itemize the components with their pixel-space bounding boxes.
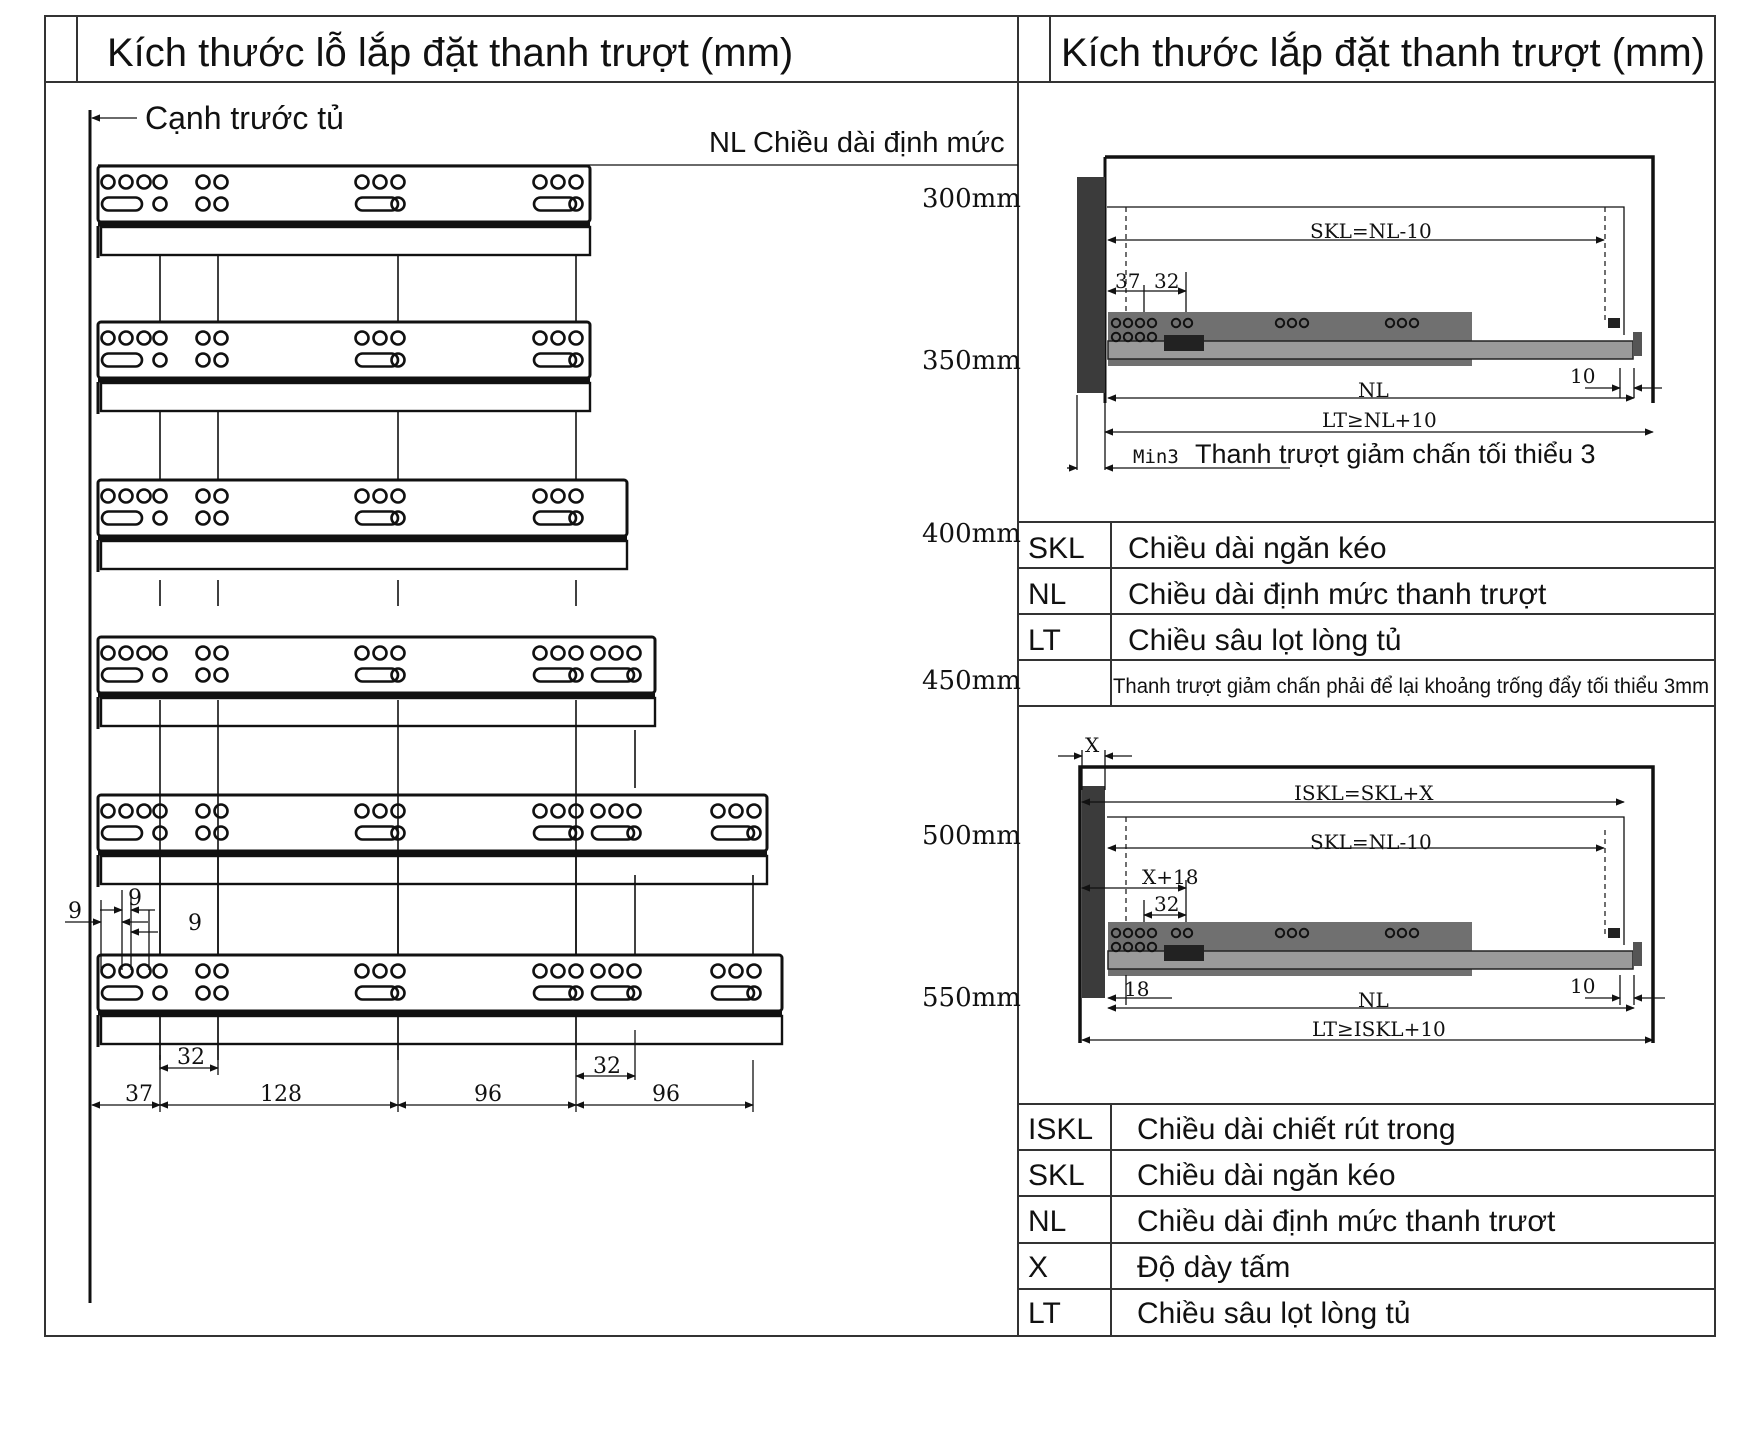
rail-profile xyxy=(98,166,590,258)
nl-label-d1: NL xyxy=(1358,378,1389,402)
rail-length-500: 500mm xyxy=(922,821,1021,851)
rail-length-450: 450mm xyxy=(922,666,1021,696)
skl-label: SKL=NL-10 xyxy=(1310,219,1432,243)
legend1-desc-skl: Chiều dài ngăn kéo xyxy=(1128,532,1387,565)
nominal-length-label: NL Chiều dài định mức xyxy=(709,127,1005,159)
x-label-d2: X xyxy=(1085,733,1100,757)
rail-length-350: 350mm xyxy=(922,346,1021,376)
rail-profile xyxy=(98,955,782,1047)
right-header-title: Kích thước lắp đặt thanh trượt (mm) xyxy=(1061,31,1706,75)
lt-label-d1: LT≥NL+10 xyxy=(1322,408,1437,432)
left-panel xyxy=(65,100,1021,1303)
nl-label-d2: NL xyxy=(1358,988,1389,1012)
x18-label: X+18 xyxy=(1142,865,1199,889)
rail-profile xyxy=(98,637,655,729)
dim-96-b: 96 xyxy=(652,1082,680,1107)
legend2-desc-skl: Chiều dài ngăn kéo xyxy=(1137,1159,1396,1192)
legend1-abbr-lt: LT xyxy=(1028,624,1061,657)
rail-length-400: 400mm xyxy=(922,519,1021,549)
dim-37-d1: 37 xyxy=(1115,269,1141,293)
dim-37: 37 xyxy=(125,1082,153,1107)
legend2-abbr-lt: LT xyxy=(1028,1297,1061,1330)
dim-32-rear: 32 xyxy=(593,1054,621,1079)
legend2-abbr-x: X xyxy=(1028,1251,1049,1284)
legend-table-1 xyxy=(1018,522,1715,706)
iskl-label: ISKL=SKL+X xyxy=(1294,781,1434,805)
dim-32-front: 32 xyxy=(177,1045,205,1070)
rail-length-550: 550mm xyxy=(922,983,1021,1013)
dim-96-a: 96 xyxy=(474,1082,502,1107)
rail-profile xyxy=(98,795,767,887)
front-edge-label: Cạnh trước tủ xyxy=(145,100,344,136)
dim-10-d2: 10 xyxy=(1570,974,1596,998)
legend2-desc-lt: Chiều sâu lọt lòng tủ xyxy=(1137,1297,1411,1330)
dim-128: 128 xyxy=(260,1082,302,1107)
dim-9-top: 9 xyxy=(128,886,142,911)
damper-note-d1: Thanh trượt giảm chấn tối thiểu 3 xyxy=(1195,439,1596,469)
installation-diagram-inset xyxy=(1058,733,1665,1043)
legend2-desc-nl: Chiều dài định mức thanh trươt xyxy=(1137,1205,1556,1238)
rail-length-300: 300mm xyxy=(922,184,1021,214)
slide-rail-d2 xyxy=(1108,922,1642,976)
legend2-abbr-nl: NL xyxy=(1028,1205,1067,1238)
legend1-desc-nl: Chiều dài định mức thanh trượt xyxy=(1128,578,1547,611)
legend2-desc-iskl: Chiều dài chiết rút trong xyxy=(1137,1113,1456,1146)
dim-9-right: 9 xyxy=(188,911,202,936)
legend2-desc-x: Độ dày tấm xyxy=(1137,1251,1291,1284)
slide-rail-d1 xyxy=(1108,312,1642,366)
min3-label: Min3 xyxy=(1133,446,1179,468)
dim-18-d2: 18 xyxy=(1124,977,1150,1001)
left-header-title: Kích thước lỗ lắp đặt thanh trượt (mm) xyxy=(107,31,794,75)
dim-32-d2: 32 xyxy=(1154,892,1180,916)
dim-9-left: 9 xyxy=(68,899,82,924)
drawer-front-panel xyxy=(1077,177,1105,393)
legend1-abbr-skl: SKL xyxy=(1028,532,1085,565)
dim-10-d1: 10 xyxy=(1570,364,1596,388)
legend2-abbr-skl: SKL xyxy=(1028,1159,1085,1192)
legend1-desc-lt: Chiều sâu lọt lòng tủ xyxy=(1128,624,1402,657)
rail-profile xyxy=(98,322,590,414)
skl-label-d2: SKL=NL-10 xyxy=(1310,830,1432,854)
legend1-abbr-nl: NL xyxy=(1028,578,1067,611)
legend1-note: Thanh trượt giảm chấn phải để lại khoảng trống đẩy tối thiểu 3mm xyxy=(1113,675,1709,698)
dim-32-d1: 32 xyxy=(1154,269,1180,293)
lt-label-d2: LT≥ISKL+10 xyxy=(1312,1017,1446,1041)
legend2-abbr-iskl: ISKL xyxy=(1028,1113,1094,1146)
legend-table-2 xyxy=(1018,1104,1715,1336)
inset-front-panel xyxy=(1082,786,1105,998)
rail-profile xyxy=(98,480,627,572)
installation-diagram-standard xyxy=(1067,157,1662,470)
